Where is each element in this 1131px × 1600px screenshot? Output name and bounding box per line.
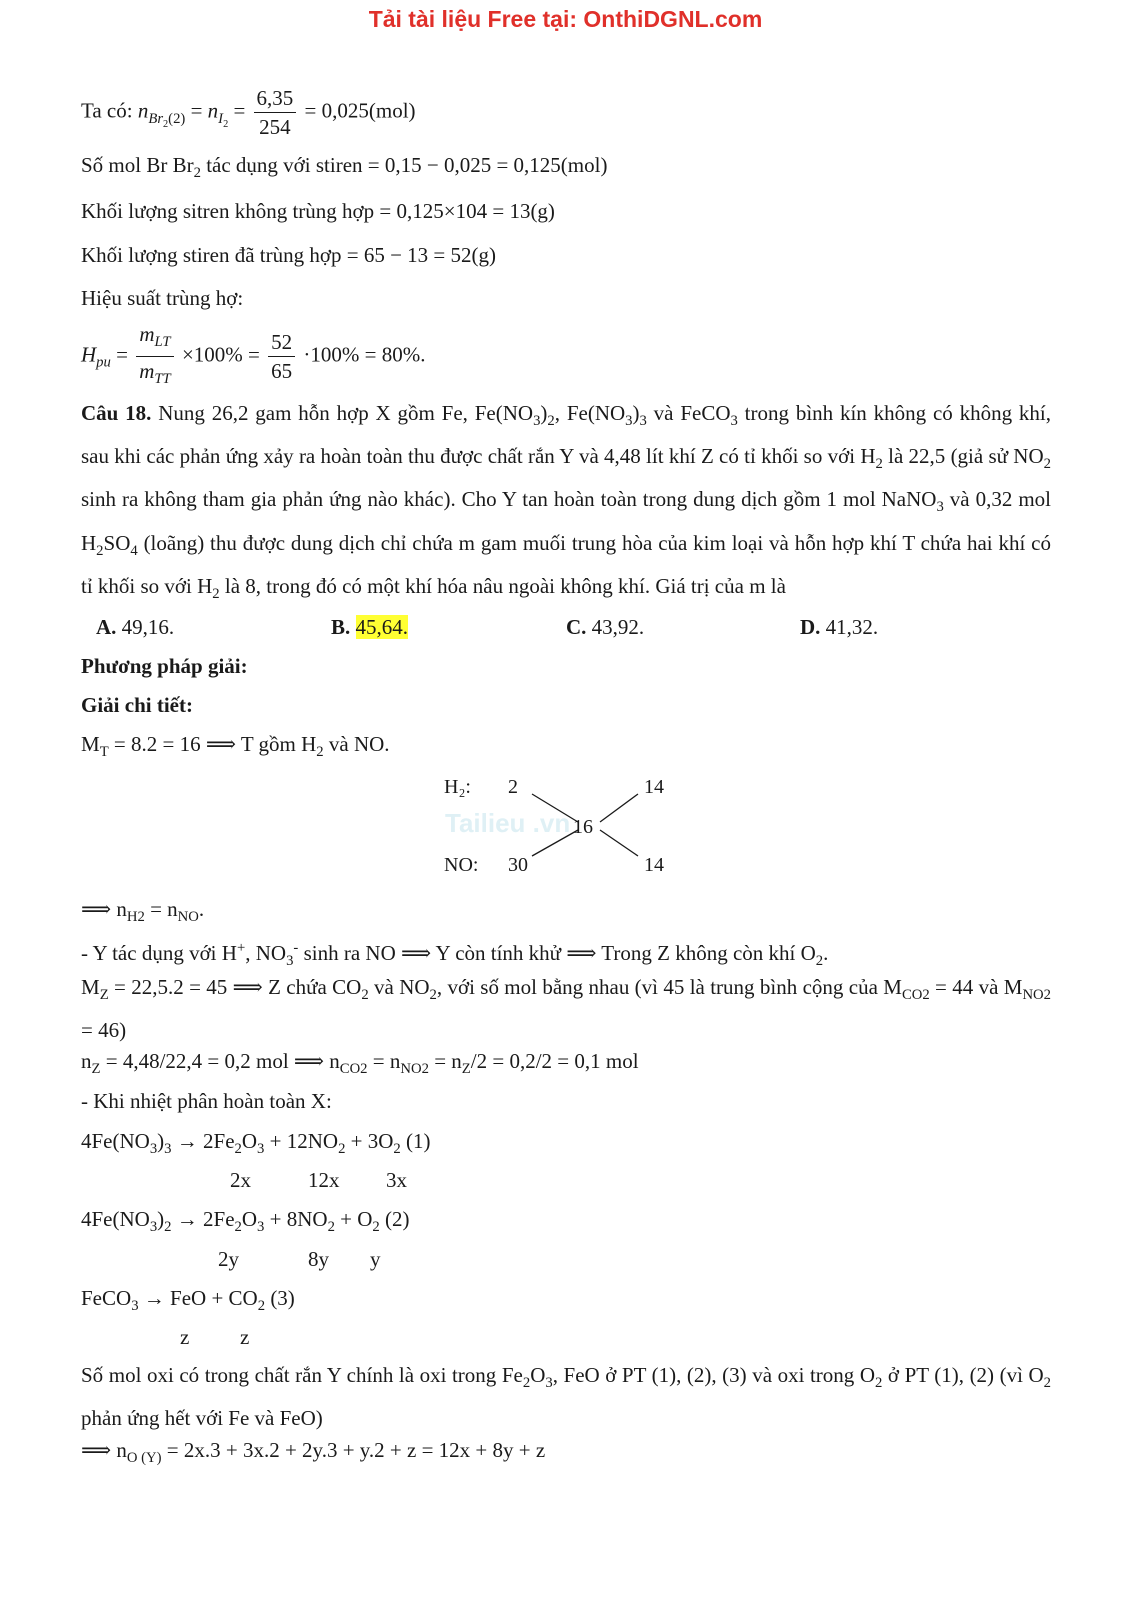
mol-fraction [254, 84, 297, 141]
lt-sub: LT [154, 334, 171, 351]
equation-prefix: Ta có: [81, 98, 133, 123]
yield-result: ·100% = 80%. [303, 342, 426, 367]
option-letter: C. [566, 615, 587, 639]
i-sub-2: 2 [223, 118, 229, 130]
mass-fraction [136, 320, 174, 393]
h2-label: H₂: [444, 776, 471, 798]
option-letter: D. [800, 615, 821, 639]
r1-coef-2: 12x [308, 1168, 340, 1192]
right-top-value: 14 [644, 776, 664, 798]
fraction-num-52: 52 [268, 328, 295, 357]
r1-coef-3: 3x [386, 1168, 407, 1192]
reaction-1: $4Fe(NO_3)_3 \to 2Fe_2O_3 + 12NO_2 + 3O_2$ (1) [81, 1129, 431, 1158]
question-text: Nung 26,2 gam hỗn hợp X gồm Fe, $Fe(NO_3)_2$, $Fe(NO_3)_3$ và FeCO$_3$ trong bình kín không có không khí, sau khi các phản ứng xảy ra hoàn toàn thu được chất rắn Y và 4,48 lít khí Z có tỉ khối so với $H_2$ là 22,5 (giả sử $NO_2$ sinh ra không tham gia phản ứng nào khác). Cho Y tan hoàn toàn trong dung dịch gồm 1 mol NaNO$_3$ và 0,32 mol $H_2SO_4$ (loãng) thu được dung dịch chỉ chứa m gam muối trung hòa của kim loại và hỗn hợp khí T chứa hai khí có tỉ khối so với $H_2$ là 8, trong đó có một khí hóa nâu ngoài không khí. Giá trị của m là [81, 401, 1051, 602]
h2-value: 2 [508, 776, 518, 798]
mol-result: = 0,025(mol) [304, 98, 416, 123]
br2-mol-line [81, 150, 607, 188]
r1-coef-1: 2x [230, 1168, 251, 1192]
times-100: ×100% = [181, 342, 260, 367]
solution-line-3: - Y tác dụng với H+, $NO_3^-$ sinh ra NO ⟹ Y còn tính khử ⟹ Trong Z không còn khí $O_2$. [81, 940, 829, 970]
question-label: Câu 18. [81, 401, 152, 425]
n-symbol-2: n [207, 98, 219, 123]
option-value-highlighted: 45,64. [355, 615, 409, 639]
right-bottom-value: 14 [644, 854, 664, 876]
equals-sign: = [190, 98, 203, 123]
m-lt-symbol: m [139, 322, 155, 346]
detail-heading: Giải chi tiết: [81, 693, 193, 717]
r2-coef-1: 2y [218, 1247, 239, 1271]
r3-coef-1: z [180, 1325, 190, 1349]
r2-coef-2: 8y [308, 1247, 329, 1271]
n-symbol: n [137, 98, 149, 123]
equals-sign-2: = [116, 342, 128, 367]
yield-equation [81, 320, 425, 394]
option-letter: A. [96, 615, 117, 639]
br2-sub: 2 [193, 165, 201, 182]
br-sub: Br [148, 110, 164, 127]
unpolymerized-mass-line: Khối lượng sitren không trùng hợp = 0,125×104 = 13(g) [81, 199, 555, 223]
solution-line-1: $M_T = 8.2 = 16$ ⟹ T gồm $H_2$ và NO. [81, 732, 390, 761]
reaction-3: FeCO$_3$ → FeO + $CO_2$ (3) [81, 1286, 295, 1315]
solution-line-8: ⟹ $n_{O (Y)} = 2x.3 + 3x.2 + 2y.3 + y.2 + z = 12x + 8y + z$ [81, 1438, 546, 1467]
m-tt-symbol: m [139, 359, 155, 384]
method-heading: Phương pháp giải: [81, 654, 248, 678]
br-sub-index: (2) [168, 110, 186, 127]
option-a[interactable] [96, 612, 174, 642]
ratio-equation-line: Ta có: $n_{Br_2(2)} = n_{I_2}$ = $\frac{6,35}{254}$ = 0,025(mol) [81, 86, 416, 139]
yield-heading: Hiệu suất trùng hợ: [81, 286, 244, 310]
center-value: 16 [573, 816, 593, 838]
fraction-denominator: 254 [259, 115, 291, 139]
option-d[interactable] [800, 612, 878, 642]
option-b[interactable] [331, 612, 408, 642]
solution-line-4: $M_Z = 22,5.2 = 45$ ⟹ Z chứa $CO_2$ và $NO_2$, với số mol bằng nhau (vì 45 là trung bình cộng của $M_{CO2} = 44$ và $M_{NO2} = 46$) [81, 975, 1052, 1043]
polymerized-mass-line: Khối lượng stiren đã trùng hợp = 65 − 13 = 52(g) [81, 243, 496, 267]
br-sub-2: 2 [163, 118, 169, 130]
br2-mol-rest: tác dụng với stiren = 0,15 − 0,025 = 0,125(mol) [200, 153, 608, 177]
no-value: 30 [508, 854, 528, 876]
br2-mol-text: Số mol Br Br [81, 153, 194, 177]
fraction-den-65: 65 [271, 359, 293, 384]
h-symbol: H [81, 342, 97, 367]
no-label: NO: [444, 854, 479, 876]
cross-ratio-diagram [440, 770, 680, 890]
option-value: 43,92. [591, 615, 645, 639]
i-sub: I [218, 110, 224, 127]
option-value: 41,32. [825, 615, 879, 639]
solution-line-5: $n_Z = 4,48/22,4 = 0,2$ mol ⟹ $n_{CO2} = n_{NO2} = n_Z/2 = 0,2/2 = 0,1$ mol [81, 1049, 639, 1078]
tt-sub: TT [154, 371, 171, 388]
h-sub: pu [96, 354, 111, 371]
r2-coef-3: y [370, 1247, 381, 1271]
solution-line-2: ⟹ $n_{H2} = n_{NO}$. [81, 897, 205, 926]
watermark-logo: Tailieu .vn [445, 808, 571, 838]
value-fraction [268, 328, 295, 385]
option-letter: B. [331, 615, 351, 639]
option-c[interactable] [566, 612, 644, 642]
reaction-2: $4Fe(NO_3)_2 \to 2Fe_2O_3 + 8NO_2 + O_2$ (2) [81, 1207, 410, 1236]
question-18 [81, 396, 1051, 612]
solution-line-7: Số mol oxi có trong chất rắn Y chính là oxi trong $Fe_2O_3$, FeO ở PT (1), (2), (3) và oxi trong $O_2$ ở PT (1), (2) (vì $O_2$ phản ứng hết với Fe và FeO) [81, 1363, 1051, 1431]
option-value: 49,16. [121, 615, 175, 639]
page-header-banner[interactable]: Tải tài liệu Free tại: OnthiDGNL.com [368, 6, 763, 32]
fraction-numerator: 6,35 [254, 84, 297, 113]
r3-coef-2: z [240, 1325, 250, 1349]
solution-line-6: - Khi nhiệt phân hoàn toàn X: [81, 1089, 332, 1113]
